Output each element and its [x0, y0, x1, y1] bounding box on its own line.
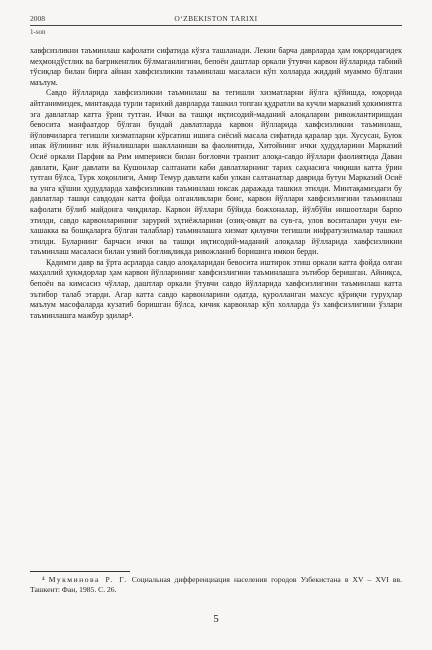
- footnote-number: ⁴: [42, 575, 45, 584]
- footnote-text: Социальная дифференциация населения городов Узбекистана в XV – XVI вв. Ташкент: Фан, 1985. С. 26.: [30, 575, 402, 594]
- header-rule: [30, 25, 402, 26]
- footnote-author: Мукминова Р. Г.: [48, 575, 128, 584]
- header-year: 2008: [30, 14, 45, 23]
- page-number: 5: [213, 613, 219, 625]
- body-text: [30, 46, 402, 321]
- header-issue: 1-son: [30, 28, 46, 36]
- header-journal-title: O‘ZBEKISTON TARIXI: [174, 14, 258, 23]
- footnote: [30, 575, 402, 595]
- paragraph-3: Қадимги давр ва ўрта асрларда савдо алоқаларидан бевосита иштирок этиш оркали катта фойда олган маҳаллий ҳукмдорлар ҳам карвон йўлларининг хавфсизлигини таъминлашга эътибор беришган. Айниқса, бепоён ва кимсасиз чўллар, даштлар оркали ўтувчи савдо йўлларида хавфсизлигини таъминлаш катта эътибор талаб этарди. Агар катта савдо карвонларини одатда, қуролланган махсус қўриқчи гуруҳлар маълум масофаларда кузатиб боришган бўлса, кичик карвонлар кўп холларда ўз хавфсизлигини ўзлари таъминлашга мажбур эдилар⁴.: [30, 257, 402, 320]
- paragraph-2: Савдо йўлларида хавфсизликни таъминлаш ва тегишли хизматларни йўлга қўйишда, юқорида айтганимиздек, минтақада турли тарихий даврларда ташкил топган қудратли ва кучли марказий ҳокимиятга эга давлатлар катта ўрин тутган. Ички ва ташқи иқтисодий-маданий алоқаларни ривожлантиришдан бевосита манфаатдор бўлган бундай давлатларда карвон йўлларида хавфсизликни таъминлаш, йўловчиларга тегишли хизматларни кўрсатиш ишига сиёсий масала сифатида қаралар эди. Хусусан, Буюк ипак йўлининг илк йўналишлари шаклланиши ва фаолиятида, Хитойнинг ички ҳудудларини Марказий Осиё оркали Парфия ва Рим империяси билан боғловчи транзит алоқа-савдо йўллари фаолиятида Даван давлати, Қанғ давлати ва Кушонлар салтанати каби давлатларнинг тарих саҳнасига чиқиши катта ўрин тутган бўлса, Турк хоқонлиги, Амир Темур давлати каби улкан салтанатлар даврида бутун Марказий Осиё ва унга қўшни ҳудудларда хавфсизликни таъминлаш юксак даражада ташкил этилди. Минтақамиздаги бу давлатлар ташқи савдодан катта фойда олганликлари боис, карвон йўллари хавфсизлигини таъминлаш кафолати бўлиб майдонга чиқдилар. Карвон йўллари бўйида божхоналар, йўлбўйи иншоотлари барпо этилди, савдо карвонларининг зарурий эҳтиёжларини (озиқ-овқат ва сув-га, улов воситалари учун ем-хашакка ва бошқаларга бўлган талаблар) таъминлашга хизмат қилувчи тегишли инфратузилмалар ташкил этилди. Буларнинг барчаси ички ва ташқи иқтисодий-маданий алоқалар йўлларида хавфсизликни таъминлаш масаласи билан узвий боғлиқликда ривожланиб боришига имкон берди.: [30, 88, 402, 257]
- footnote-rule: [30, 571, 130, 572]
- paragraph-1: хавфсизликни таъминлаш кафолати сифатида кўзга ташланади. Лекин барча даврларда ҳам юқоридагидек меҳмондўстлик ва бағрикенглик бўлмаганлигини, бепоён даштлар оркали ўтувчи карвон йўлларида табиий тўсиқлар билан бирга айнан хавфсизликни таъминлаш масаласи кўп холларда жиддий муаммо бўлгани маълум.: [30, 46, 402, 87]
